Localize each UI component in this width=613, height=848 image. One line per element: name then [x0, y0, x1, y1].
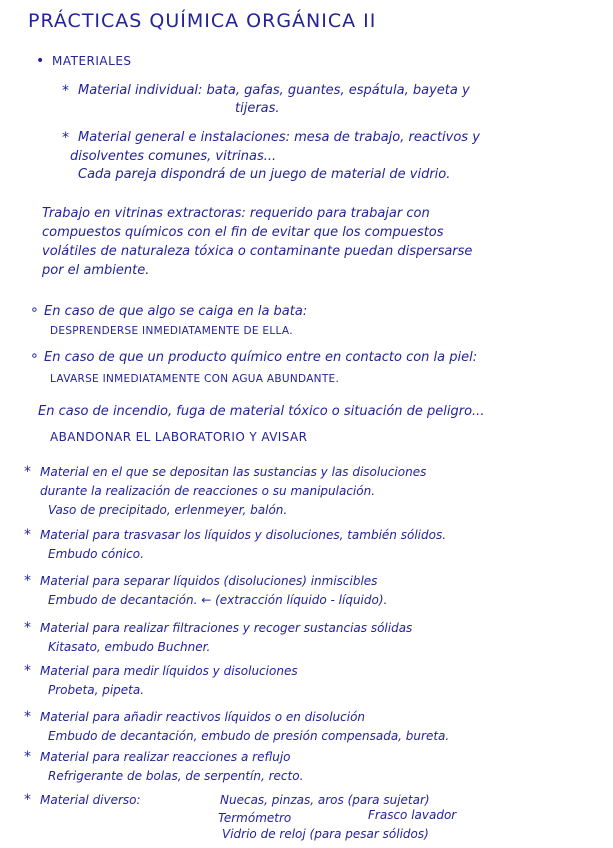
- vitrinas-paragraph-line: por el ambiente.: [42, 263, 150, 278]
- safety-bata-action: DESPRENDERSE INMEDIATAMENTE DE ELLA.: [50, 325, 293, 337]
- material-item-line: Embudo de decantación. ← (extracción líquido - líquido).: [48, 593, 388, 607]
- material-item-line: Material para separar líquidos (disoluciones) inmiscibles: [40, 574, 378, 588]
- bullet-circle: ∘: [30, 348, 39, 364]
- material-diverso-label: Material diverso:: [40, 793, 141, 807]
- bullet-star: *: [62, 83, 69, 99]
- material-item-line: Embudo cónico.: [48, 547, 144, 561]
- bullet-dot: •: [36, 53, 45, 69]
- material-individual-line: Material individual: bata, gafas, guantes, espátula, bayeta y: [78, 83, 470, 98]
- material-diverso-line: Frasco lavador: [368, 808, 457, 822]
- safety-bata-line: En caso de que algo se caiga en la bata:: [44, 304, 308, 319]
- material-item-line: Probeta, pipeta.: [48, 683, 145, 697]
- material-general-line: Cada pareja dispondrá de un juego de material de vidrio.: [78, 167, 451, 182]
- material-item-line: Refrigerante de bolas, de serpentín, recto.: [48, 769, 304, 783]
- bullet-star: *: [24, 663, 31, 679]
- safety-incendio-line: En caso de incendio, fuga de material tóxico o situación de peligro...: [38, 404, 485, 419]
- bullet-circle: ∘: [30, 302, 39, 318]
- materiales-heading: MATERIALES: [52, 54, 132, 68]
- bullet-star: *: [24, 709, 31, 725]
- page-title: PRÁCTICAS QUÍMICA ORGÁNICA II: [28, 10, 377, 32]
- vitrinas-paragraph-line: compuestos químicos con el fin de evitar que los compuestos: [42, 225, 444, 240]
- material-item-line: Material para realizar filtraciones y recoger sustancias sólidas: [40, 621, 413, 635]
- material-item-line: Material en el que se depositan las sustancias y las disoluciones: [40, 465, 427, 479]
- safety-piel-action: LAVARSE INMEDIATAMENTE CON AGUA ABUNDANTE.: [50, 373, 340, 385]
- bullet-star: *: [24, 620, 31, 636]
- material-item-line: Material para añadir reactivos líquidos o en disolución: [40, 710, 366, 724]
- bullet-star: *: [24, 792, 31, 808]
- material-general-line: Material general e instalaciones: mesa de trabajo, reactivos y: [78, 130, 480, 145]
- material-general-line: disolventes comunes, vitrinas...: [70, 149, 277, 164]
- bullet-star: *: [24, 749, 31, 765]
- material-item-line: durante la realización de reacciones o su manipulación.: [40, 484, 376, 498]
- vitrinas-paragraph-line: volátiles de naturaleza tóxica o contaminante puedan dispersarse: [42, 244, 473, 259]
- material-individual-line: tijeras.: [235, 101, 280, 116]
- safety-piel-line: En caso de que un producto químico entre en contacto con la piel:: [44, 350, 478, 365]
- material-diverso-line: Vidrio de reloj (para pesar sólidos): [222, 827, 429, 841]
- material-item-line: Embudo de decantación, embudo de presión compensada, bureta.: [48, 729, 450, 743]
- bullet-star: *: [24, 573, 31, 589]
- bullet-star: *: [62, 130, 69, 146]
- bullet-star: *: [24, 527, 31, 543]
- material-item-line: Material para realizar reacciones a reflujo: [40, 750, 291, 764]
- material-item-line: Kitasato, embudo Buchner.: [48, 640, 211, 654]
- material-item-line: Material para trasvasar los líquidos y disoluciones, también sólidos.: [40, 528, 447, 542]
- material-item-line: Material para medir líquidos y disoluciones: [40, 664, 298, 678]
- material-item-line: Vaso de precipitado, erlenmeyer, balón.: [48, 503, 288, 517]
- vitrinas-paragraph-line: Trabajo en vitrinas extractoras: requerido para trabajar con: [42, 206, 430, 221]
- material-diverso-line: Nuecas, pinzas, aros (para sujetar): [220, 793, 430, 807]
- bullet-star: *: [24, 464, 31, 480]
- safety-incendio-action: ABANDONAR EL LABORATORIO Y AVISAR: [50, 430, 308, 444]
- material-diverso-line: Termómetro: [218, 811, 292, 825]
